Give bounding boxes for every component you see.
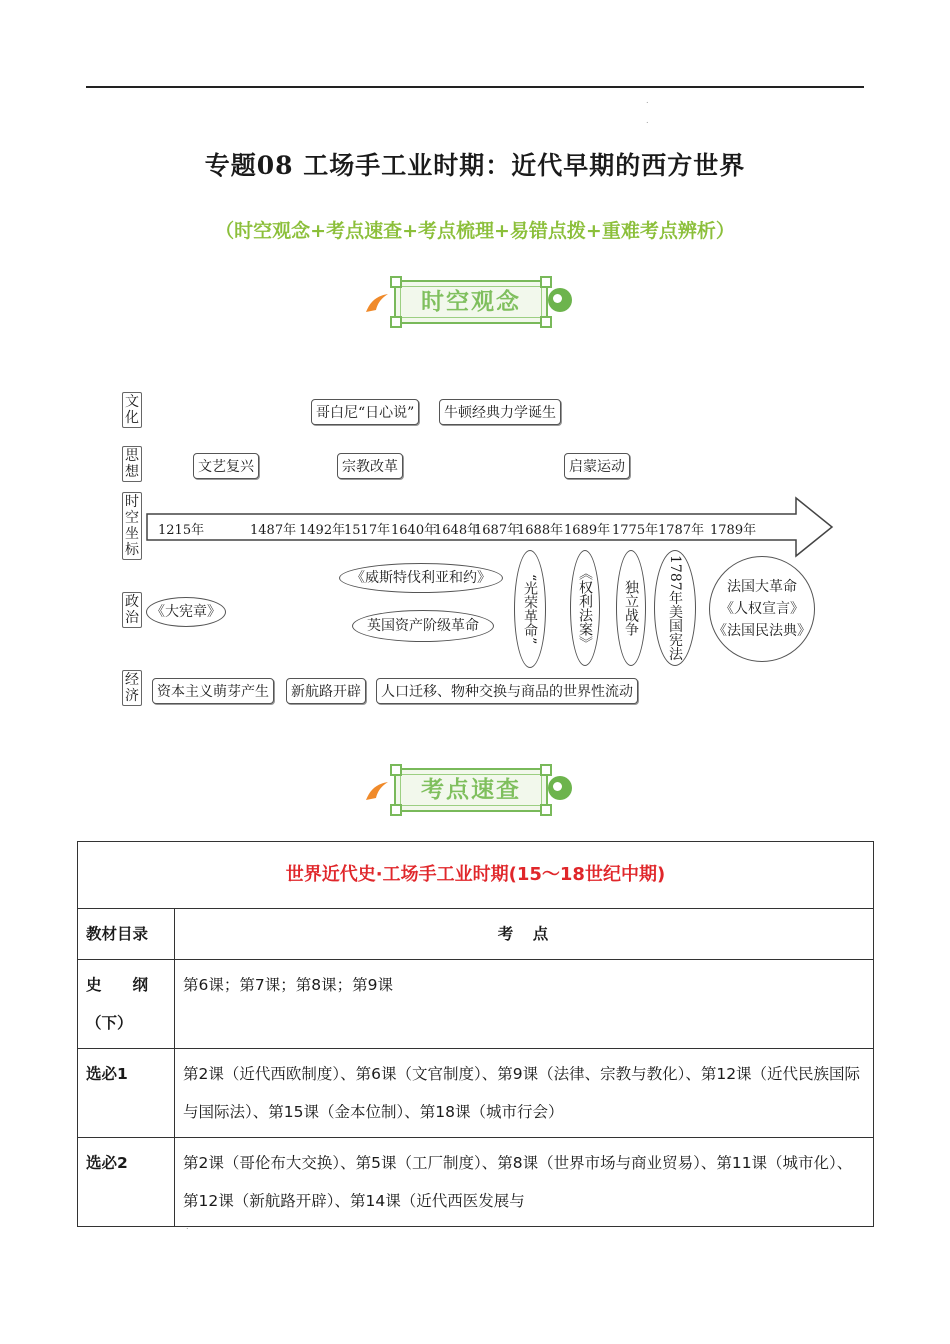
dot-mark: . bbox=[646, 116, 649, 125]
dot-mark: . bbox=[186, 1222, 189, 1231]
section-banner-kaodian bbox=[364, 764, 574, 822]
event-renaissance: 文艺复兴 bbox=[193, 453, 259, 479]
event-french-revolution: 法国大革命 《人权宣言》 《法国民法典》 bbox=[709, 556, 815, 662]
event-global-exchange: 人口迁移、物种交换与商品的世界性流动 bbox=[376, 678, 638, 704]
row-content: 第6课；第7课；第8课；第9课 bbox=[175, 960, 874, 1049]
event-english-revolution: 英国资产阶级革命 bbox=[352, 610, 494, 642]
year-label: 1487年 bbox=[250, 523, 297, 538]
table-header: 世界近代史·工场手工业时期(15～18世纪中期) bbox=[78, 842, 874, 909]
event-newton: 牛顿经典力学诞生 bbox=[439, 399, 561, 425]
year-label: 1648年 bbox=[434, 523, 481, 538]
year-label: 1787年 bbox=[658, 523, 705, 538]
banner-title: 考点速查 bbox=[421, 777, 521, 803]
event-copernicus: 哥白尼“日心说” bbox=[311, 399, 419, 425]
event-reformation: 宗教改革 bbox=[337, 453, 403, 479]
banner-title: 时空观念 bbox=[421, 289, 521, 315]
year-label: 1640年 bbox=[391, 523, 438, 538]
event-westphalia: 《威斯特伐利亚和约》 bbox=[339, 563, 503, 593]
event-capitalism-sprouts: 资本主义萌芽产生 bbox=[152, 678, 274, 704]
timeline-category-thought: 思想 bbox=[122, 446, 142, 482]
table-row bbox=[78, 909, 874, 960]
kaodian-table bbox=[77, 841, 874, 1227]
table-header-row bbox=[78, 842, 874, 909]
event-glorious-revolution: “光荣革命” bbox=[514, 550, 546, 668]
table-row bbox=[78, 960, 874, 1049]
year-label: 1215年 bbox=[158, 523, 205, 538]
year-label: 1775年 bbox=[612, 523, 659, 538]
event-new-sea-routes: 新航路开辟 bbox=[286, 678, 366, 704]
event-magna-carta: 《大宪章》 bbox=[146, 597, 226, 627]
year-label: 1689年 bbox=[564, 523, 611, 538]
row-label: 选必1 bbox=[78, 1049, 175, 1138]
timeline-category-culture: 文化 bbox=[122, 392, 142, 428]
year-label: 1687年 bbox=[474, 523, 521, 538]
row-label: 选必2 bbox=[78, 1138, 175, 1227]
table-row bbox=[78, 1138, 874, 1227]
timeline-category-politics: 政治 bbox=[122, 592, 142, 628]
row-content: 第2课（哥伦布大交换）、第5课（工厂制度）、第8课（世界市场与商业贸易）、第11课（城市化）、第12课（新航路开辟）、第14课（近代西医发展与 bbox=[175, 1138, 874, 1227]
year-label: 1688年 bbox=[517, 523, 564, 538]
timeline-category-economy: 经济 bbox=[122, 670, 142, 706]
ball-icon bbox=[548, 776, 572, 800]
row-content: 第2课（近代西欧制度）、第6课（文官制度）、第9课（法律、宗教与教化）、第12课（近代民族国际与国际法）、第15课（金本位制）、第18课（城市行会） bbox=[175, 1049, 874, 1138]
event-enlightenment: 启蒙运动 bbox=[564, 453, 630, 479]
year-label: 1789年 bbox=[710, 523, 757, 538]
dot-mark: . bbox=[646, 96, 649, 105]
column-header-catalog: 教材目录 bbox=[78, 909, 175, 960]
page-title: 专题08 工场手工业时期：近代早期的西方世界 bbox=[204, 151, 746, 180]
row-label: 史 纲（下） bbox=[78, 960, 175, 1049]
swoosh-icon bbox=[364, 778, 390, 802]
page-subtitle: （时空观念+考点速查+考点梳理+易错点拨+重难考点辨析） bbox=[215, 220, 735, 242]
table-row bbox=[78, 1049, 874, 1138]
column-header-points: 考 点 bbox=[175, 909, 874, 960]
event-us-constitution: 1787年美国宪法 bbox=[654, 550, 696, 666]
timeline-category-axis: 时空坐标 bbox=[122, 492, 142, 560]
year-label: 1517年 bbox=[344, 523, 391, 538]
event-independence-war: 独立战争 bbox=[616, 550, 646, 666]
year-label: 1492年 bbox=[299, 523, 346, 538]
event-bill-of-rights: 《权利法案》 bbox=[570, 550, 600, 666]
